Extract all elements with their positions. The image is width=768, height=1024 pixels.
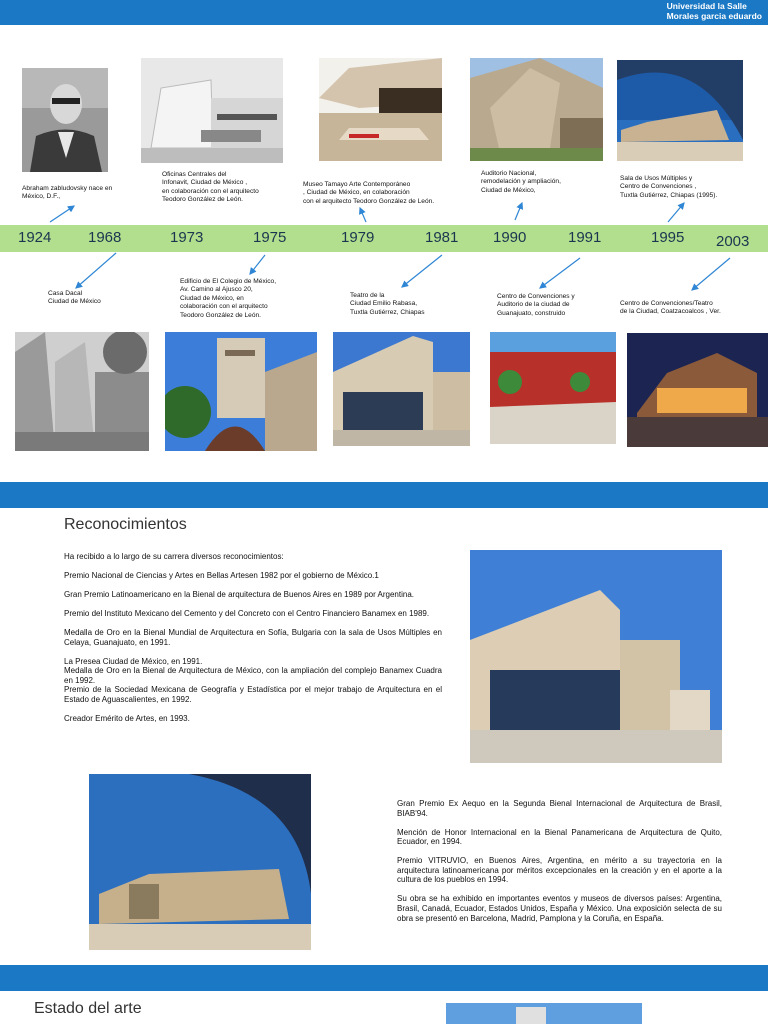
caption-2003: Centro de Convenciones/Teatro de la Ciudad, Coatzacoalcos , Ver. (620, 300, 721, 316)
caption-1979: Museo Tamayo Arte Contemporáneo , Ciudad de México, en colaboración con el arquitecto Teodoro González de León. (303, 181, 435, 205)
caption-1968: Casa Dacal Ciudad de México (48, 290, 101, 306)
year-1991: 1991 (568, 229, 602, 246)
paragraph-vitruvio: Premio VITRUVIO, en Buenos Aires, Argentina, en mérito a su trayectoria en la arquitectura latinoamericana por méritos excepcionales en la creación y en el aporte a la cultura de los pueblos en 1994. (397, 856, 722, 885)
paragraph-intro: Ha recibido a lo largo de su carrera diversos reconocimientos: (64, 552, 284, 561)
arrow-1979 (360, 208, 366, 222)
timeline-arrows (0, 0, 768, 340)
header-text (667, 1, 762, 21)
reconocimientos-right-text (397, 799, 722, 933)
photo-casa-dacal (15, 332, 149, 451)
section-title-reconocimientos: Reconocimientos (64, 516, 187, 533)
photo-colegio-mexico (165, 332, 317, 451)
paragraph-premio-nacional: Premio Nacional de Ciencias y Artes en Bellas Artesen 1982 por el gobierno de México.1 (64, 570, 379, 580)
caption-1991: Centro de Convenciones y Auditorio de la ciudad de Guanajuato, construido (497, 293, 575, 317)
university-name: Universidad la Salle (666, 1, 747, 11)
paragraph-mencion-quito: Mención de Honor Internacional en la Bienal Panamericana de Arquitectura de Quito, Ecuador, en 1994. (397, 827, 722, 847)
paragraph-gran-premio: Gran Premio Latinoamericano en la Bienal de arquitectura de Buenos Aires en 1989 por Argentina. (64, 589, 414, 599)
arrow-1991 (540, 258, 580, 288)
year-1981: 1981 (425, 229, 459, 246)
arrow-1975 (250, 255, 265, 274)
reconocimientos-left-text (64, 552, 442, 733)
arrow-1990 (515, 203, 522, 220)
caption-1973: Oficinas Centrales del Infonavit, Ciudad de México , en colaboración con el arquitecto Teodoro González de León. (162, 171, 259, 204)
year-2003: 2003 (716, 233, 750, 250)
header-band (0, 0, 768, 25)
paragraph-bienal-brasil: Gran Premio Ex Aequo en la Segunda Bienal Internacional de Arquitectura de Brasil, BIAB'94. (397, 799, 722, 818)
year-1975: 1975 (253, 229, 287, 246)
year-1973: 1973 (170, 229, 204, 246)
photo-estado-del-arte (446, 1003, 642, 1024)
photo-teatro-coatzacoalcos (627, 333, 768, 447)
paragraph-premio-cemento: Premio del Instituto Mexicano del Cemento y del Concreto con el Centro Financiero Banamex en 1989. (64, 608, 430, 618)
year-1968: 1968 (88, 229, 122, 246)
caption-1995: Sala de Usos Múltiples y Centro de Convenciones , Tuxtla Gutiérrez, Chiapas (1995). (620, 175, 718, 199)
photo-auditorio-nacional (470, 58, 603, 161)
paragraph-presea: La Presea Ciudad de México, en 1991. Medalla de Oro en la Bienal de Arquitectura de México, con la ampliación del complejo Banamex Cuadra en 1992. Premio de la Sociedad Mexicana de Geografía y Estadística por el mejor trabajo de Arquitectura en el Estado de Aguascalientes, en 1992. (64, 656, 442, 704)
section-title-estado-del-arte: Estado del arte (34, 1000, 142, 1017)
section-band-1 (0, 482, 768, 508)
caption-1990: Auditorio Nacional, remodelación y ampliación, Ciudad de México, (481, 170, 561, 194)
photo-reconocimientos-building (470, 550, 722, 763)
photo-sala-usos-multiples-2 (89, 774, 311, 950)
photo-infonavit (141, 58, 283, 163)
arrow-1924 (50, 206, 74, 222)
photo-centro-convenciones-guanajuato (490, 332, 616, 444)
section-band-2 (0, 965, 768, 991)
arrow-1968 (76, 253, 116, 288)
caption-1924: Abraham zabludovsky nace en México, D.F., (22, 185, 113, 201)
caption-1981: Teatro de la Ciudad Emilio Rabasa, Tuxtla Gutiérrez, Chiapas (350, 292, 425, 316)
photo-portrait (22, 68, 108, 172)
paragraph-exhibiciones: Su obra se ha exhibido en importantes eventos y museos de diversos países: Argentina, Brasil, Canadá, Ecuador, Estados Unidos, España y México. Una exposición selecta de su obra se presentó en Barcelona, Madrid, Pamplona y la Coruña, en España. (397, 894, 722, 923)
photo-museo-tamayo (319, 58, 442, 161)
arrow-1995 (668, 203, 684, 222)
year-1990: 1990 (493, 229, 527, 246)
photo-sala-usos-multiples (617, 60, 743, 161)
paragraph-medalla-sofia: Medalla de Oro en la Bienal Mundial de Arquitectura en Sofía, Bulgaria con la sala de Usos Múltiples en Celaya, Guanajuato, en 1991. (64, 627, 442, 647)
photo-teatro-emilio-rabasa (333, 332, 470, 446)
arrow-1981 (402, 255, 442, 287)
year-1995: 1995 (651, 229, 685, 246)
arrow-2003 (692, 258, 730, 290)
year-1979: 1979 (341, 229, 375, 246)
paragraph-creador-emerito: Creador Emérito de Artes, en 1993. (64, 713, 190, 723)
author-name: Morales garcia eduardo (666, 11, 762, 21)
caption-1975: Edificio de El Colegio de México, Av. Camino al Ajusco 20, Ciudad de México, en colaboración con el arquitecto Teodoro González de León. (180, 278, 277, 319)
year-1924: 1924 (18, 229, 52, 246)
